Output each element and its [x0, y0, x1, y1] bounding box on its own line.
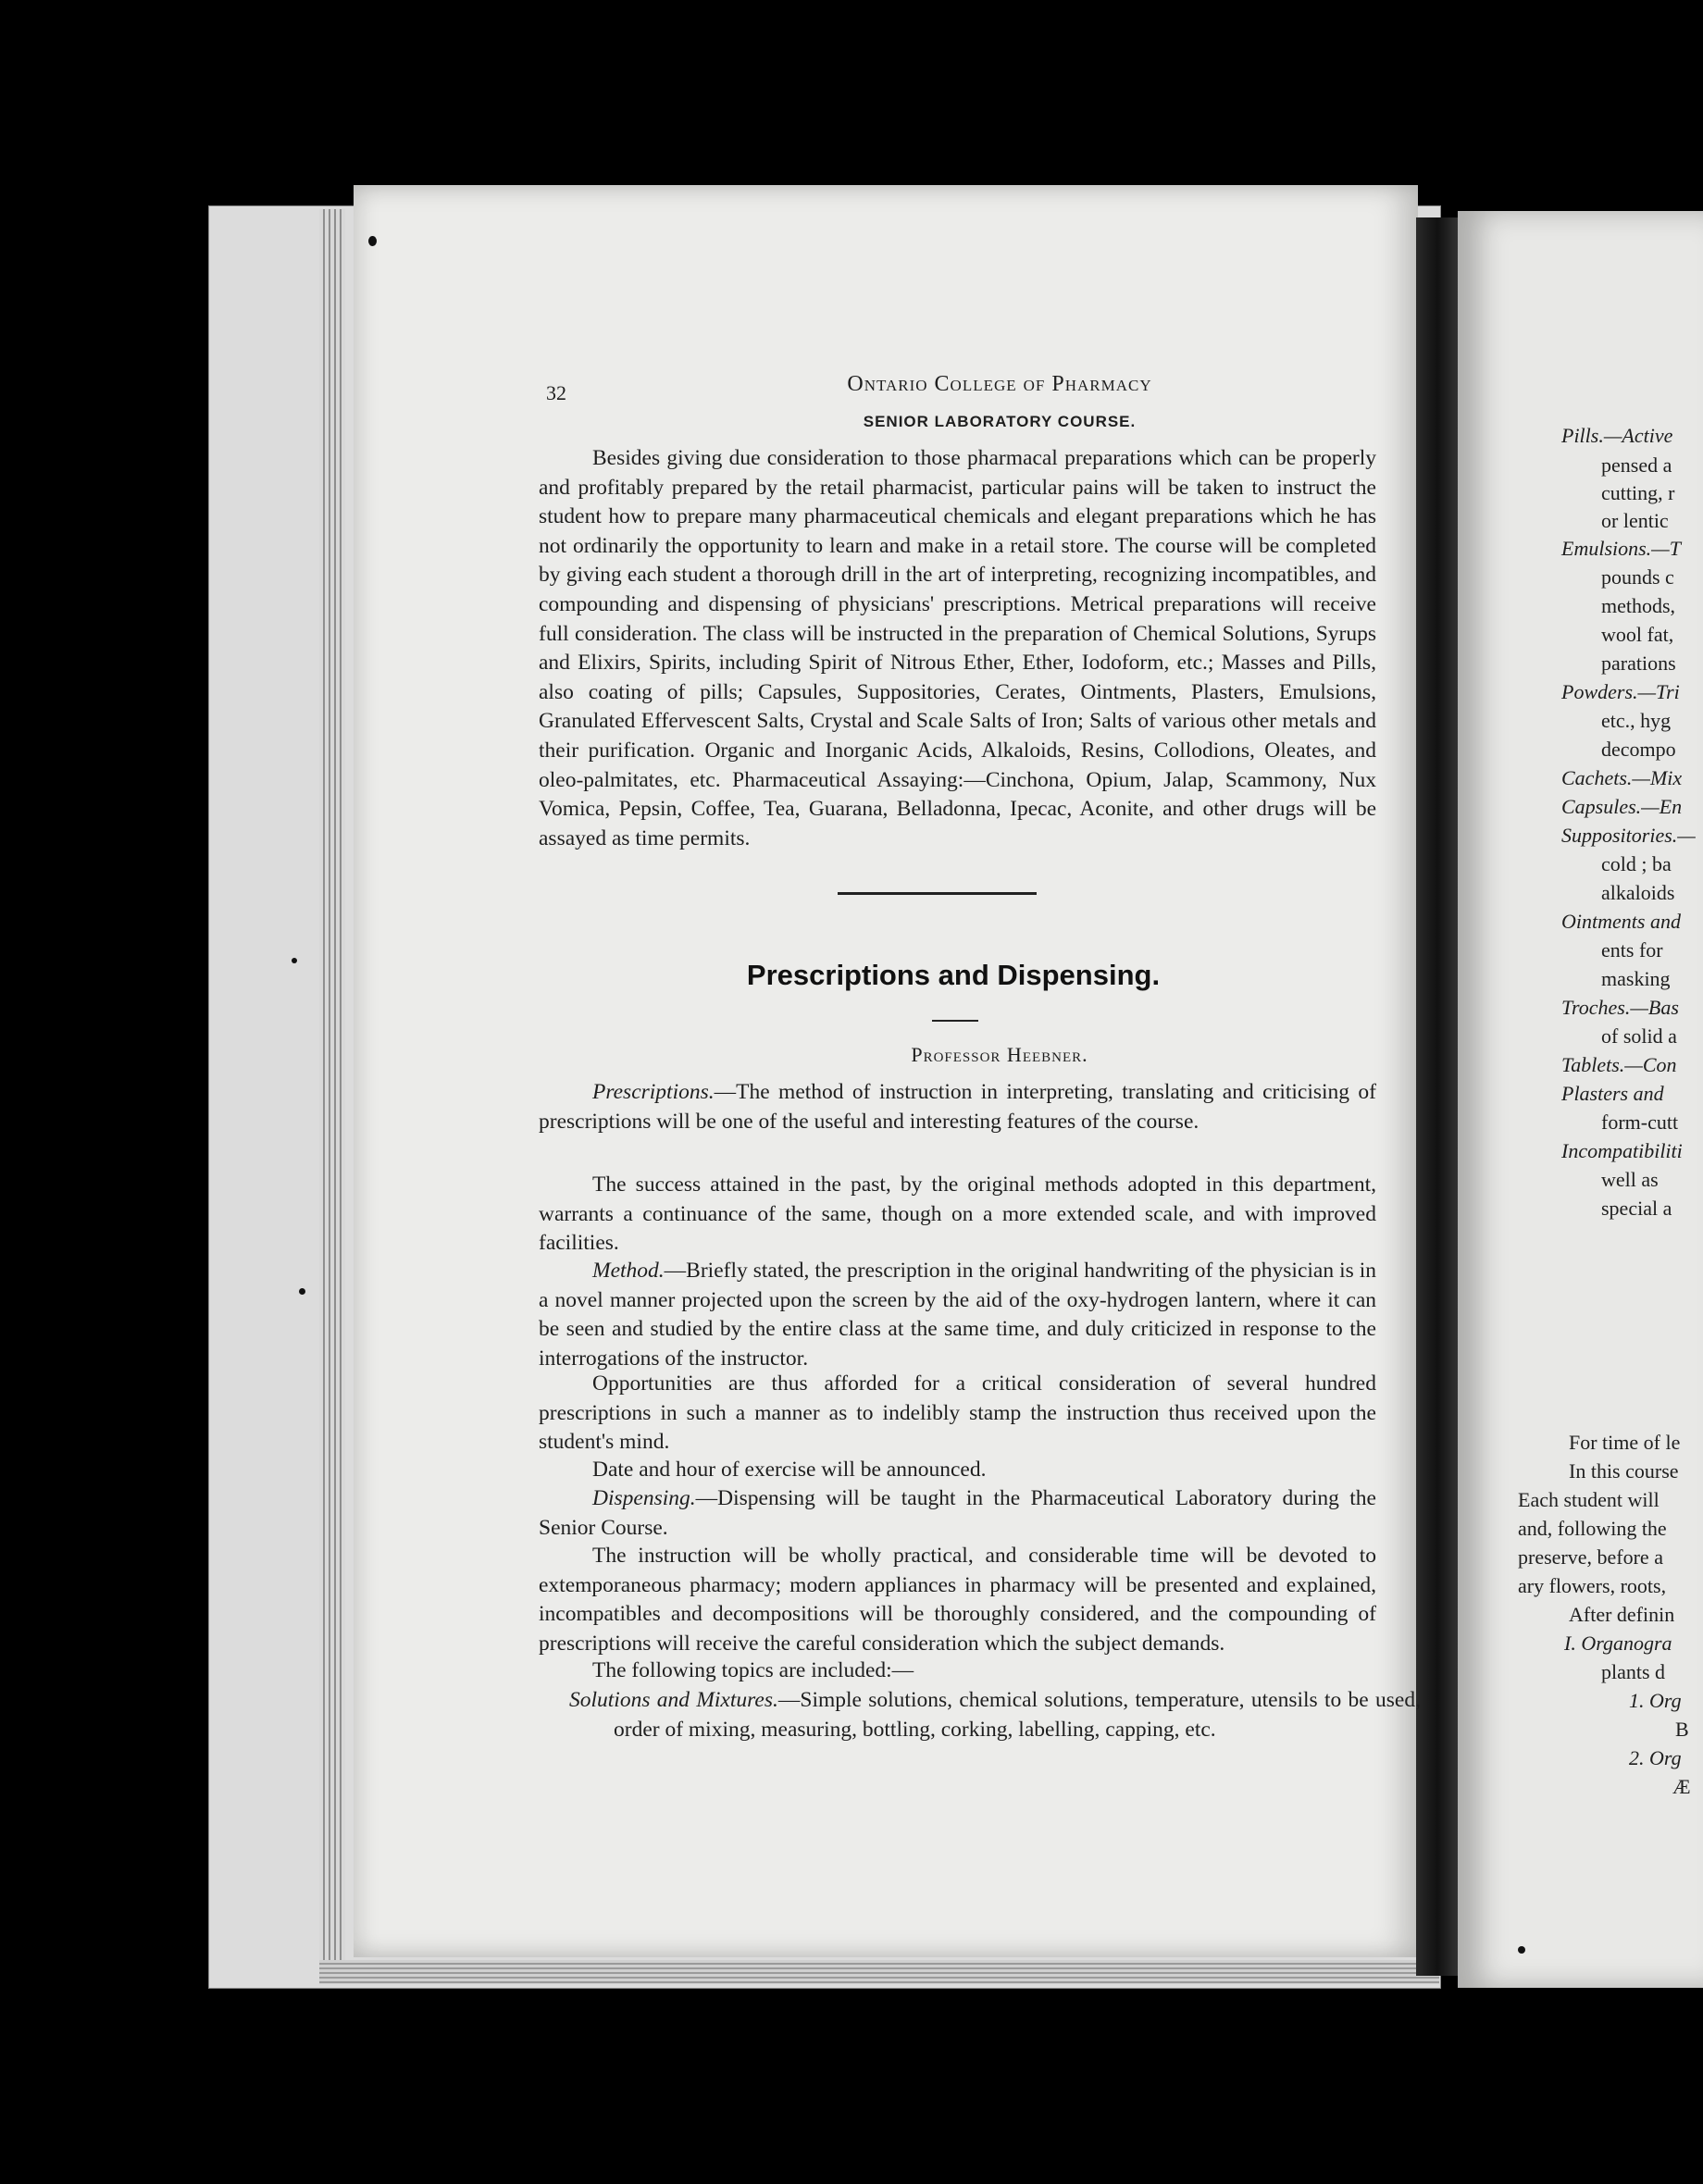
opportunities-paragraph: Opportunities are thus afforded for a critical consideration of several hundred prescriptions in such a manner as to indelibly stamp the instruction thus received upon the student's mind. — [539, 1371, 1376, 1455]
page-edge-bottom — [319, 1960, 1439, 1984]
dust-speck — [1518, 1946, 1525, 1954]
right-fragment: etc., hyg — [1601, 709, 1672, 732]
right-fragment: Emulsions.—T — [1561, 537, 1681, 560]
right-fragment: pounds c — [1601, 565, 1674, 589]
section-divider — [838, 892, 1037, 895]
dust-speck — [299, 1288, 305, 1295]
dust-speck — [292, 958, 297, 963]
right-fragment: of solid a — [1601, 1024, 1677, 1048]
method-paragraph — [539, 1257, 1376, 1373]
right-fragment: Ointments and — [1561, 910, 1681, 933]
instruction-paragraph: The instruction will be wholly practical, and considerable time will be devoted to extemporaneous pharmacy; modern appliances in pharmacy will be presented and explained, incompatibles and decompositions will be thoroughly considered, and the compounding of prescriptions will receive the careful consideration which the subject demands. — [539, 1544, 1376, 1656]
professor-name: Professor Heebner. — [911, 1043, 1088, 1066]
right-fragment: Cachets.—Mix — [1561, 766, 1683, 789]
right-fragment: cutting, r — [1601, 481, 1675, 504]
page-number: 32 — [546, 381, 566, 404]
right-fragment: and, following the — [1518, 1517, 1667, 1540]
right-fragment: 1. Org — [1629, 1689, 1682, 1712]
prescriptions-lead: Prescriptions. — [592, 1080, 715, 1104]
right-fragment: wool fat, — [1601, 623, 1674, 646]
right-fragment: For time of le — [1569, 1431, 1681, 1454]
prescriptions-paragraph — [539, 1078, 1376, 1136]
right-fragment: pensed a — [1601, 453, 1672, 477]
book-gutter — [1416, 217, 1459, 1976]
right-fragment: form-cutt — [1601, 1111, 1679, 1134]
right-fragment: alkaloids — [1601, 881, 1675, 904]
dispensing-lead: Dispensing. — [592, 1486, 696, 1510]
right-fragment: ents for — [1601, 938, 1663, 962]
right-fragment: 2. Org — [1629, 1746, 1682, 1769]
right-fragment: cold ; ba — [1601, 852, 1672, 875]
right-fragment: parations — [1601, 651, 1676, 675]
dust-speck — [368, 236, 377, 246]
right-fragment: Æ — [1672, 1775, 1691, 1798]
method-lead: Method. — [592, 1259, 665, 1283]
short-rule — [932, 1020, 978, 1022]
right-fragment: preserve, before a — [1518, 1545, 1663, 1569]
right-fragment: or lentic — [1601, 509, 1669, 532]
date-paragraph: Date and hour of exercise will be announced. — [592, 1458, 987, 1482]
dispensing-paragraph — [539, 1484, 1376, 1543]
running-head: Ontario College of Pharmacy — [847, 372, 1152, 396]
right-fragment: In this course — [1569, 1459, 1679, 1483]
right-fragment: Plasters and — [1561, 1082, 1664, 1105]
section-subhead: SENIOR LABORATORY COURSE. — [863, 413, 1137, 430]
prescriptions-text: —The method of instruction in interpreting, translating and criticising of prescriptions will be one of the useful and interesting features of the course. — [539, 1080, 1376, 1134]
right-fragment: After definin — [1569, 1603, 1675, 1626]
solutions-text: —Simple solutions, chemical solutions, temperature, utensils to be used, order of mixing, measuring, bottling, corking, labelling, capping, etc. — [614, 1688, 1421, 1742]
solutions-lead: Solutions and Mixtures. — [569, 1688, 778, 1712]
right-fragment: Pills.—Active — [1561, 424, 1673, 447]
right-fragment: Each student will — [1518, 1488, 1659, 1511]
right-fragment: Tablets.—Con — [1561, 1053, 1677, 1076]
dispensing-text: —Dispensing will be taught in the Pharmaceutical Laboratory during the Senior Course. — [539, 1486, 1376, 1540]
success-paragraph: The success attained in the past, by the original methods adopted in this department, warrants a continuance of the same, though on a more extended scale, and with improved facilities. — [539, 1173, 1376, 1256]
page-edge-left — [319, 209, 345, 1967]
topics-intro: The following topics are included:— — [592, 1658, 914, 1682]
method-text: —Briefly stated, the prescription in the original handwriting of the physician is in a novel manner projected upon the screen by the aid of the oxy-hydrogen lantern, where it can be seen and studied by the entire class at the same time, and duly criticized in response to the interrogations of the instructor. — [539, 1259, 1376, 1371]
right-fragment: Troches.—Bas — [1561, 996, 1679, 1019]
right-fragment: I. Organogra — [1564, 1632, 1672, 1655]
right-fragment: decompo — [1601, 738, 1676, 761]
solutions-paragraph — [569, 1686, 1421, 1744]
right-fragment: Suppositories.— — [1561, 824, 1696, 847]
right-page — [1458, 211, 1703, 1988]
right-fragment: well as — [1601, 1168, 1659, 1191]
right-fragment: plants d — [1601, 1660, 1666, 1683]
right-fragment: Powders.—Tri — [1561, 680, 1680, 703]
right-fragment: masking — [1601, 967, 1671, 990]
right-fragment: special a — [1601, 1197, 1672, 1220]
right-fragment: B — [1675, 1718, 1689, 1741]
right-fragment: Incompatibiliti — [1561, 1139, 1683, 1162]
right-fragment: ary flowers, roots, — [1518, 1574, 1667, 1597]
section-title: Prescriptions and Dispensing. — [746, 959, 1161, 991]
intro-paragraph: Besides giving due consideration to those pharmacal preparations which can be properly and profitably prepared by the retail pharmacist, particular pains will be taken to instruct the student how to prepare many pharmaceutical chemicals and elegant preparations which he has not ordinarily the opportunity to learn and make in a retail store. The course will be completed by giving each student a thorough drill in the art of interpreting, recognizing incompatibles, and compounding and dispensing of physicians' prescriptions. Metrical preparations will receive full consideration. The class will be instructed in the preparation of Chemical Solutions, Syrups and Elixirs, Spirits, including Spirit of Nitrous Ether, Ether, Iodoform, etc.; Masses and Pills, also coating of pills; Capsules, Suppositories, Cerates, Ointments, Plasters, Emulsions, Granulated Effervescent Salts, Crystal and Scale Salts of Iron; Salts of various other metals and their purification. Organic and Inorganic Acids, Alkaloids, Resins, Collodions, Oleates, and oleo-palmitates, etc. Pharmaceutical Assaying:—Cinchona, Opium, Jalap, Scammony, Nux Vomica, Pepsin, Coffee, Tea, Guarana, Belladonna, Ipecac, Aconite, and other drugs will be assayed as time permits. — [539, 446, 1376, 850]
right-fragment: Capsules.—En — [1561, 795, 1683, 818]
right-fragment: methods, — [1601, 594, 1676, 617]
